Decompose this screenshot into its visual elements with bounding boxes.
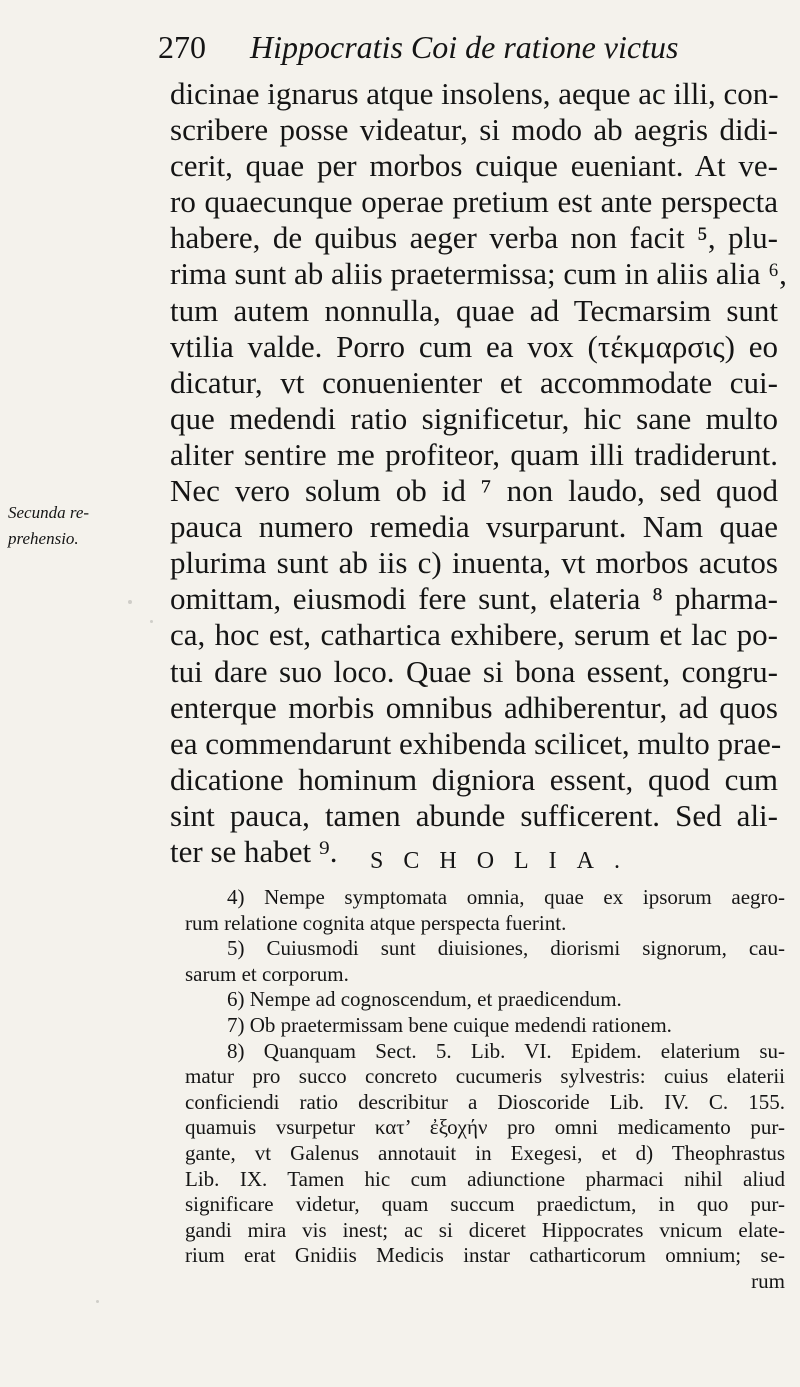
- text-line: ro quaecunque operae pretium est ante perspecta: [170, 184, 778, 220]
- paper-speck: [96, 1300, 99, 1303]
- note-line: rum relatione cognita atque perspecta fuerint.: [185, 910, 567, 935]
- text-line: omittam, eiusmodi fere sunt, elateria ⁸ pharma-: [170, 581, 778, 617]
- margin-note-line: Secunda re-: [8, 503, 90, 522]
- text-line: ca, hoc est, cathartica exhibere, serum et lac po-: [170, 617, 778, 653]
- text-line: dicatur, vt conuenienter et accommodate cui-: [170, 364, 778, 400]
- text-line: aliter sentire me profiteor, quam illi tradiderunt.: [170, 436, 778, 472]
- text-line: scribere posse videatur, si modo ab aegris didi-: [170, 112, 778, 148]
- text-line: cerit, quae per morbos cuique eueniant. At ve-: [170, 148, 778, 184]
- text-line: rima sunt ab aliis praetermissa; cum in aliis alia ⁶,: [170, 256, 787, 292]
- text-line: que medendi ratio significetur, hic sane multo: [170, 400, 778, 436]
- note-line: conficiendi ratio describitur a Dioscoride Lib. IV. C. 155.: [185, 1089, 785, 1114]
- text-line: Nec vero solum ob id ⁷ non laudo, sed quod: [170, 473, 778, 509]
- margin-note: [8, 500, 158, 552]
- note-line: significare videtur, quam succum praedictum, in quo pur-: [185, 1192, 785, 1217]
- note-line: gandi mira vis inest; ac si diceret Hippocrates vnicum elate-: [185, 1217, 785, 1242]
- note-line: gante, vt Galenus annotauit in Exegesi, et d) Theophrastus: [185, 1140, 785, 1165]
- text-line: habere, de quibus aeger verba non facit ⁵, plu-: [170, 220, 778, 256]
- footnotes: [185, 885, 785, 1295]
- note-line: rum: [751, 1268, 785, 1293]
- main-text: [170, 76, 787, 870]
- text-line: ter se habet ⁹.: [170, 833, 338, 869]
- note-line: matur pro succo concreto cucumeris sylvestris: cuius elaterii: [185, 1064, 785, 1089]
- text-line: plurima sunt ab iis c) inuenta, vt morbos acutos: [170, 545, 778, 581]
- page-number: 270: [158, 29, 206, 65]
- text-line: dicatione hominum digniora essent, quod cum: [170, 761, 778, 797]
- paper-speck: [128, 600, 132, 604]
- text-line: sint pauca, tamen abunde sufficerent. Sed ali-: [170, 797, 778, 833]
- note-line: 5) Cuiusmodi sunt diuisiones, diorismi signorum, cau-: [227, 936, 785, 961]
- note-line: rium erat Gnidiis Medicis instar catharticorum omnium; se-: [185, 1243, 785, 1268]
- note-line: 7) Ob praetermissam bene cuique medendi rationem.: [227, 1012, 672, 1037]
- text-line: ea commendarunt exhibenda scilicet, multo prae-: [170, 725, 782, 761]
- text-line: pauca numero remedia vsurparunt. Nam quae: [170, 509, 778, 545]
- text-line: tui dare suo loco. Quae si bona essent, congru-: [170, 653, 778, 689]
- note-line: quamuis vsurpetur κατ’ ἐξοχήν pro omni medicamento pur-: [185, 1115, 785, 1140]
- running-title: Hippocratis Coi de ratione victus: [250, 29, 679, 65]
- scholia-heading: SCHOLIA.: [370, 848, 641, 874]
- text-line: tum autem nonnulla, quae ad Tecmarsim sunt: [170, 292, 778, 328]
- paper-speck: [150, 620, 153, 623]
- note-line: 6) Nempe ad cognoscendum, et praedicendum.: [227, 987, 622, 1012]
- note-line: 4) Nempe symptomata omnia, quae ex ipsorum aegro-: [227, 885, 785, 909]
- text-line: dicinae ignarus atque insolens, aeque ac illi, con-: [170, 76, 779, 111]
- note-line: Lib. IX. Tamen hic cum adiunctione pharmaci nihil aliud: [185, 1166, 785, 1191]
- margin-note-line: prehensio.: [8, 529, 79, 548]
- text-line: enterque morbis omnibus adhiberentur, ad quos: [170, 689, 778, 725]
- note-line: 8) Quanquam Sect. 5. Lib. VI. Epidem. elaterium su-: [227, 1038, 785, 1063]
- text-line: vtilia valde. Porro cum ea vox (τέκμαρσις) eo: [170, 328, 778, 364]
- note-line: sarum et corporum.: [185, 961, 349, 986]
- page-header: [158, 22, 778, 72]
